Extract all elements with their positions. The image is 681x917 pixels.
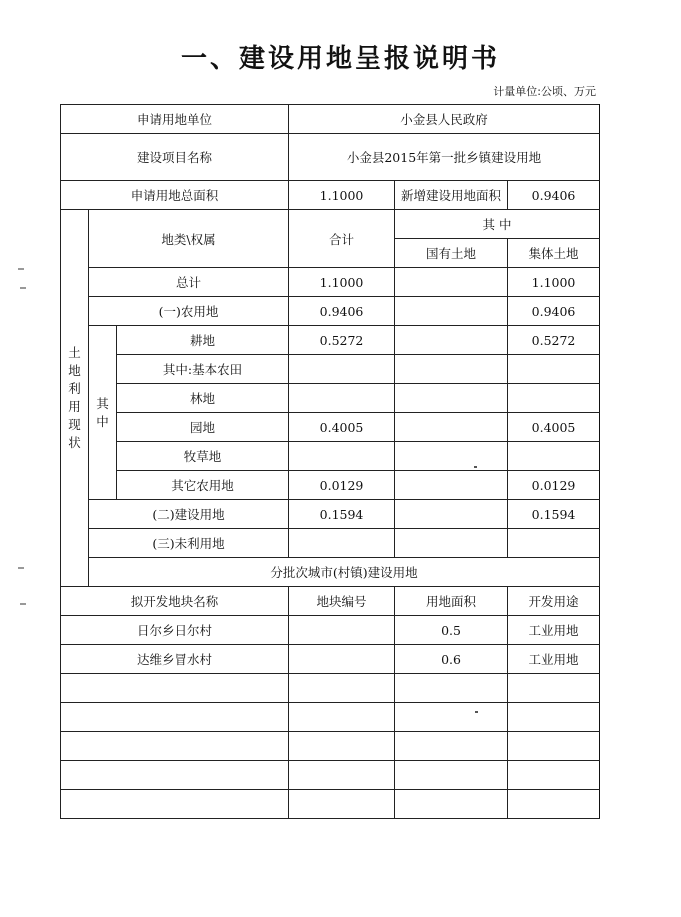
status-row-unused: (三)未利用地 <box>61 529 600 558</box>
scan-mark <box>474 466 477 468</box>
total-header: 合计 <box>289 210 395 268</box>
batch-row: 达维乡冒水村 0.6 工业用地 <box>61 645 600 674</box>
batch-section-title: 分批次城市(村镇)建设用地 <box>89 558 600 587</box>
land-use-form-table <box>60 104 600 819</box>
status-row-basic-farmland: 其中:基本农田 <box>61 355 600 384</box>
scan-mark <box>475 711 478 713</box>
batch-row <box>61 761 600 790</box>
land-status-section-label: 土地利用现状 <box>61 210 89 587</box>
project-label: 建设项目名称 <box>61 134 289 181</box>
new-construction-area-label: 新增建设用地面积 <box>395 181 508 210</box>
scan-mark <box>18 567 24 569</box>
status-row-construction: (二)建设用地 0.1594 0.1594 <box>61 500 600 529</box>
project-value: 小金县2015年第一批乡镇建设用地 <box>289 134 600 181</box>
among-header: 其 中 <box>395 210 600 239</box>
batch-row <box>61 674 600 703</box>
batch-row: 日尔乡日尔村 0.5 工业用地 <box>61 616 600 645</box>
measurement-unit: 计量单位:公顷、万元 <box>493 85 596 98</box>
total-area-value: 1.1000 <box>289 181 395 210</box>
state-land-header: 国有土地 <box>395 239 508 268</box>
scan-mark <box>18 268 24 270</box>
applicant-label: 申请用地单位 <box>61 105 289 134</box>
scan-mark <box>20 603 26 605</box>
batch-header-row: 拟开发地块名称 地块编号 用地面积 开发用途 <box>61 587 600 616</box>
new-construction-area-value: 0.9406 <box>508 181 600 210</box>
sub-section-label: 其中 <box>89 326 117 500</box>
page-title: 一、建设用地呈报说明书 <box>180 44 500 74</box>
applicant-value: 小金县人民政府 <box>289 105 600 134</box>
total-area-label: 申请用地总面积 <box>61 181 289 210</box>
status-row-pasture: 牧草地 <box>61 442 600 471</box>
status-row-forest: 林地 <box>61 384 600 413</box>
batch-row <box>61 703 600 732</box>
status-row-total: 总计 1.1000 1.1000 <box>61 268 600 297</box>
status-row-cultivated: 其中 耕地 0.5272 0.5272 <box>61 326 600 355</box>
batch-row <box>61 732 600 761</box>
collective-land-header: 集体土地 <box>508 239 600 268</box>
status-row-agricultural: (一)农用地 0.9406 0.9406 <box>61 297 600 326</box>
status-row-other-agricultural: 其它农用地 0.0129 0.0129 <box>61 471 600 500</box>
scan-mark <box>20 287 26 289</box>
batch-row <box>61 790 600 819</box>
category-header: 地类\权属 <box>89 210 289 268</box>
status-row-garden: 园地 0.4005 0.4005 <box>61 413 600 442</box>
